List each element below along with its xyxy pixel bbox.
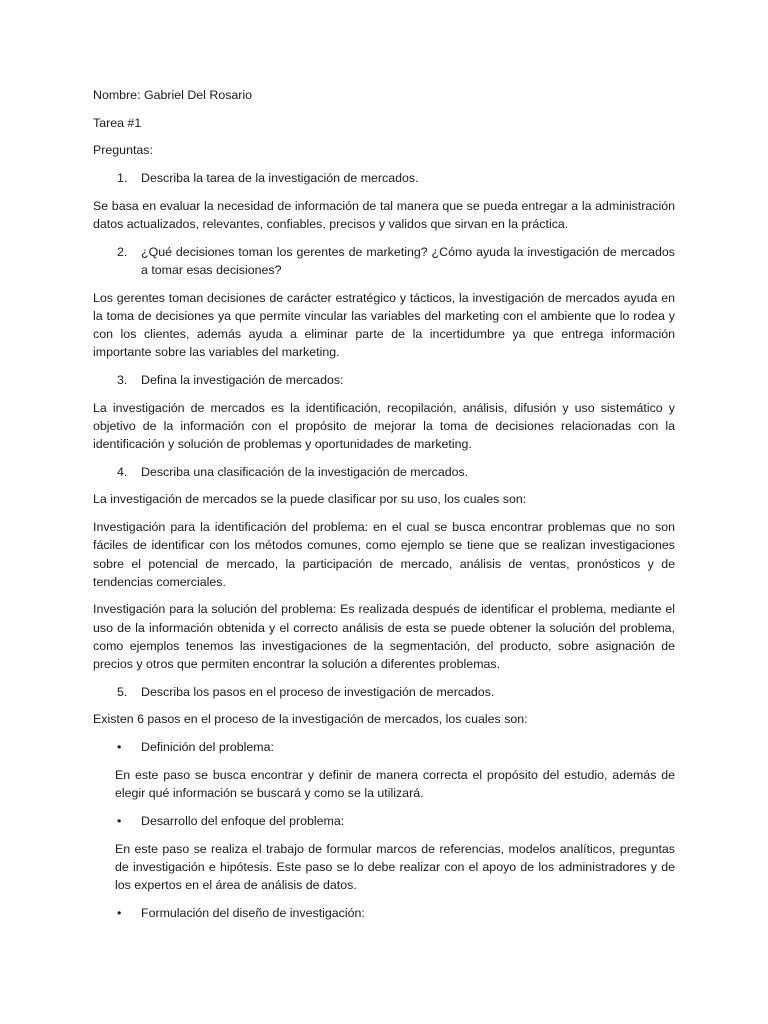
step-1: [93, 738, 675, 756]
step-2-text: En este paso se realiza el trabajo de formular marcos de referencias, modelos analíticos, preguntas de investigación e hipótesis. Este paso se lo debe realizar con el apoyo de los administradores y de los expertos en el área de análisis de datos.: [115, 841, 675, 892]
bullet-icon: •: [117, 740, 122, 755]
answer-4: La investigación de mercados se la puede clasificar por su uso, los cuales son:: [93, 492, 527, 507]
question-text: Defina la investigación de mercados:: [141, 372, 344, 387]
answer-4-solution: Investigación para la solución del problema: Es realizada después de identificar el problema, mediante el uso de la información obtenida y el correcto análisis de esta se puede obtener la solución del problema, como ejemplos tenemos las investigaciones de la segmentación, del producto, sobre asignación de precios y otros que permiten encontrar la solución a diferentes problemas.: [93, 602, 675, 672]
answer-4-identification: Investigación para la identificación del problema: en el cual se busca encontrar problemas que no son fáciles de identificar con los métodos comunes, como ejemplo se tiene que se realizan investigaciones sobre el potencial de mercado, la participación de mercado, análisis de ventas, pronósticos y de tendencias comerciales.: [93, 520, 675, 589]
answer-1: Se basa en evaluar la necesidad de información de tal manera que se pueda entregar a la administración datos actualizados, relevantes, confiables, precisos y validos que sirvan en la práctica.: [93, 198, 675, 232]
question-number: 1.: [117, 171, 128, 186]
bullet-icon: •: [117, 905, 122, 920]
question-3: [93, 371, 675, 389]
question-number: 5.: [117, 684, 128, 699]
question-text: Describa la tarea de la investigación de mercados.: [141, 171, 419, 186]
question-text: ¿Qué decisiones toman los gerentes de marketing? ¿Cómo ayuda la investigación de mercados a tomar esas decisiones?: [141, 244, 675, 277]
question-number: 4.: [117, 464, 128, 479]
step-1-text: En este paso se busca encontrar y definir de manera correcta el propósito del estudio, además de elegir qué información se buscará y como se la utilizará.: [115, 767, 675, 801]
task-title: Tarea #1: [93, 115, 142, 130]
answer-5: Existen 6 pasos en el proceso de la investigación de mercados, los cuales son:: [93, 712, 528, 727]
student-name: Nombre: Gabriel Del Rosario: [93, 88, 253, 102]
step-title: Definición del problema:: [141, 740, 274, 755]
answer-2: Los gerentes toman decisiones de carácter estratégico y tácticos, la investigación de mercados ayuda en la toma de decisiones ya que permite vincular las variables del marketing con el ambiente que lo rodea y con los clientes, además ayuda a eliminar parte de la incertidumbre ya que entrega información importante sobre las variables del marketing.: [93, 290, 675, 360]
question-1: [93, 169, 675, 187]
question-text: Describa una clasificación de la investigación de mercados.: [141, 464, 469, 479]
question-4: [93, 463, 675, 481]
step-3: [93, 904, 675, 922]
bullet-icon: •: [117, 813, 122, 828]
question-number: 2.: [117, 244, 128, 259]
document-page: [93, 86, 675, 931]
questions-label: Preguntas:: [93, 143, 153, 158]
answer-3: La investigación de mercados es la identificación, recopilación, análisis, difusión y uso sistemático y objetivo de la información con el propósito de mejorar la toma de decisiones relacionadas con la identificación y solución de problemas y oportunidades de marketing.: [93, 400, 675, 452]
step-2: [93, 812, 675, 830]
question-text: Describa los pasos en el proceso de investigación de mercados.: [141, 684, 495, 699]
step-title: Formulación del diseño de investigación:: [141, 905, 365, 920]
question-5: [93, 683, 675, 701]
question-2: [93, 243, 675, 279]
step-title: Desarrollo del enfoque del problema:: [141, 813, 345, 828]
question-number: 3.: [117, 372, 128, 387]
